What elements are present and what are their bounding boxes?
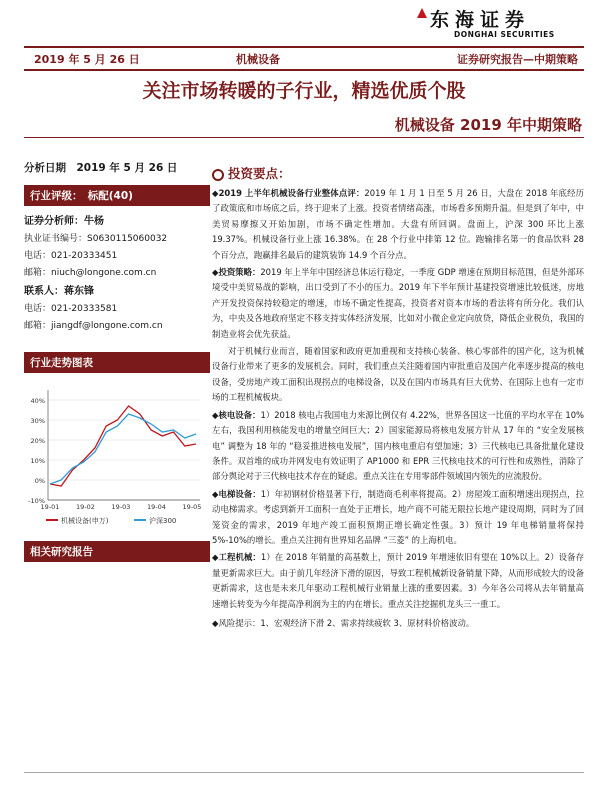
- header-date: 2019 年 5 月 26 日: [34, 53, 140, 66]
- x-tick-label: 19-01: [40, 503, 60, 511]
- trend-chart-title: 行业走势图表: [24, 352, 210, 373]
- invest-heading-text: 投资要点：: [228, 166, 291, 181]
- paragraph-overview: [212, 186, 584, 263]
- logo-mark-icon: [416, 7, 428, 19]
- overview-heading: ◆2019 上半年机械设备行业整体点评：: [212, 188, 365, 198]
- analysis-date: 分析日期 2019 年 5 月 26 日: [24, 162, 178, 174]
- series-line-0: [50, 406, 196, 486]
- analyst-email: 邮箱：niuch@longone.com.cn: [24, 268, 157, 278]
- analyst-phone: 电话：021-20333451: [24, 251, 118, 261]
- report-subtitle: 机械设备 2019 年中期策略: [394, 116, 582, 134]
- nuclear-heading: ◆核电设备：: [212, 409, 261, 420]
- header-report-type: 证券研究报告—中期策略: [457, 53, 578, 66]
- header-rule-top: [24, 46, 584, 48]
- legend-label-1: 沪深300: [149, 517, 177, 525]
- report-header-bar: [24, 50, 584, 68]
- company-logo: [420, 5, 595, 43]
- logo-chinese: 东海证券: [430, 9, 531, 31]
- construction-heading: ◆工程机械：: [212, 552, 261, 563]
- y-tick-label: 30%: [30, 417, 45, 425]
- related-reports-title: 相关研究报告: [24, 541, 210, 562]
- contact-phone: 电话：021-20333581: [24, 304, 118, 314]
- elevator-body: 1）年初钢材价格显著下行，制造商毛利率将提高。2）房屋竣工面积增速出现拐点，拉动电梯需求。考虑到新开工面积一直处于正增长，地产商不可能无限拉长地产建设周期，同时为了回笼资金的需求，2019 年地产竣工面积预期正增长确定性强。3）预计 19 年电梯销量将保持 5%-10%的增长。重点关注拥有世界知名品牌 “三菱” 的上海机电。: [212, 488, 584, 545]
- paragraph-construction: [212, 550, 584, 612]
- paragraph-elevator: [212, 487, 584, 549]
- industry-rating: 行业评级： 标配(40): [24, 185, 210, 206]
- report-title: 关注市场转暖的子行业，精选优质个股: [142, 80, 466, 102]
- y-tick-label: 10%: [30, 457, 45, 465]
- risk-warning: ◆风险提示：1、宏观经济下滑 2、需求持续疲软 3、原材料价格波动。: [212, 617, 475, 628]
- paragraph-nuclear: [212, 408, 584, 485]
- trend-chart-svg: [24, 382, 210, 532]
- logo-english: DONGHAI SECURITIES: [454, 30, 555, 39]
- elevator-heading: ◆电梯设备：: [212, 488, 261, 499]
- x-tick-label: 19-02: [76, 503, 95, 511]
- strategy-body: 2019 年上半年中国经济总体运行稳定，一季度 GDP 增速在预期目标范围，但是外部环境受中美贸易战的影响，出口受到了不小的压力。2019 年下半年预计基建投资增速比较低迷，房地产开发投资保持较稳定的增速，市场不确定性提高，投资者对资本市场的看法将有所分化。我们认为，中央及各地政府坚定不移支持实体经济发展，比如对小微企业定向放贷，降低企业税负，我国的制造业将会优先获益。: [212, 267, 584, 339]
- analyst-info-panel: [24, 160, 210, 331]
- legend-label-0: 机械设备(申万): [61, 517, 109, 525]
- strategy-heading: ◆投资策略：: [212, 267, 261, 278]
- industry-trend-chart: [24, 382, 210, 532]
- machinery-body: 对于机械行业而言，随着国家和政府更加重视和支持核心装备、核心零部件的国产化，这为机械设备行业带来了更多的发展机会。同时，我们重点关注随着国内审批重启及国产化率逐步提高的核电设备，受房地产竣工面积出现拐点的电梯设备，以及在国内市场具有巨大优势、在国际上也有一定市场的工程机械板块。: [212, 346, 584, 403]
- footer-rule: [24, 772, 584, 773]
- y-tick-label: -10%: [28, 497, 45, 505]
- x-tick-label: 19-04: [147, 503, 166, 511]
- investment-highlights: [212, 164, 584, 631]
- x-tick-label: 19-05: [182, 503, 202, 511]
- y-tick-label: 20%: [30, 437, 45, 445]
- nuclear-body: 1）2018 核电占我国电力来源比例仅有 4.22%，世界各国这一比值的平均水平在 10%左右，我国利用核能发电的增量空间巨大；2）国家能源局将核电发展方针从 17 年的 “安全发展核电” 调整为 18 年的 “稳妥推进核电发展”，国内核电重启有望加速；3）三代核电已具备批量化建设条件。双首堆的成功并网发电有效证明了 AP1000 和 EPR 三代核电技术的可行性和成熟性，消除了部分舆论对于三代核电技术存在的疑虑。重点关注在专用零部件领域国内领先的应流股份。: [212, 409, 584, 482]
- title-rule: [24, 137, 584, 138]
- overview-body: 2019 年 1 月 1 日至 5 月 26 日，大盘在 2018 年底经历了政策底和市场底之后，终于迎来了上涨。投资者情绪高涨，市场看多预期升温。但是到了年中，中美贸易摩擦又开始加剧，市场不确定性增加。大盘有所回调。盘面上，沪深 300 环比上涨 19.37%。机械设备行业上涨 16.38%。在 28 个行业中排第 12 位。跑输排名第一的食品饮料 28 个百分点，跑赢排名最后的建筑装饰 14.9 个百分点。: [212, 188, 584, 260]
- license-number: 执业证书编号：S0630115060032: [24, 234, 168, 244]
- analyst-label: 证券分析师：牛杨: [24, 216, 104, 227]
- paragraph-strategy: [212, 265, 584, 342]
- series-line-1: [50, 414, 196, 484]
- x-tick-label: 19-03: [111, 503, 131, 511]
- header-industry: 机械设备: [236, 53, 280, 66]
- invest-heading: [212, 164, 584, 182]
- contact-label: 联系人：蒋东锋: [24, 286, 94, 297]
- header-rule-bottom: [24, 69, 584, 71]
- paragraph-machinery: [212, 344, 584, 406]
- circle-bullet-icon: [212, 169, 224, 181]
- y-tick-label: 40%: [30, 397, 45, 405]
- construction-body: 1）在 2018 年销量的高基数上，预计 2019 年增速依旧有望在 10%以上。2）设备存量更新需求巨大。由于前几年经济下滑的原因，导致工程机械新设备销量下降，从而形成较大的设备更新需求，这也是未来几年驱动工程机械行业销量上涨的重要因素。3）今年各公司将从去年销量高速增长转变为今年提高净利润为主的内在增长。重点关注挖掘机龙头三一重工。: [212, 552, 584, 609]
- contact-email: 邮箱：jiangdf@longone.com.cn: [24, 321, 163, 331]
- y-tick-label: 0%: [34, 477, 45, 485]
